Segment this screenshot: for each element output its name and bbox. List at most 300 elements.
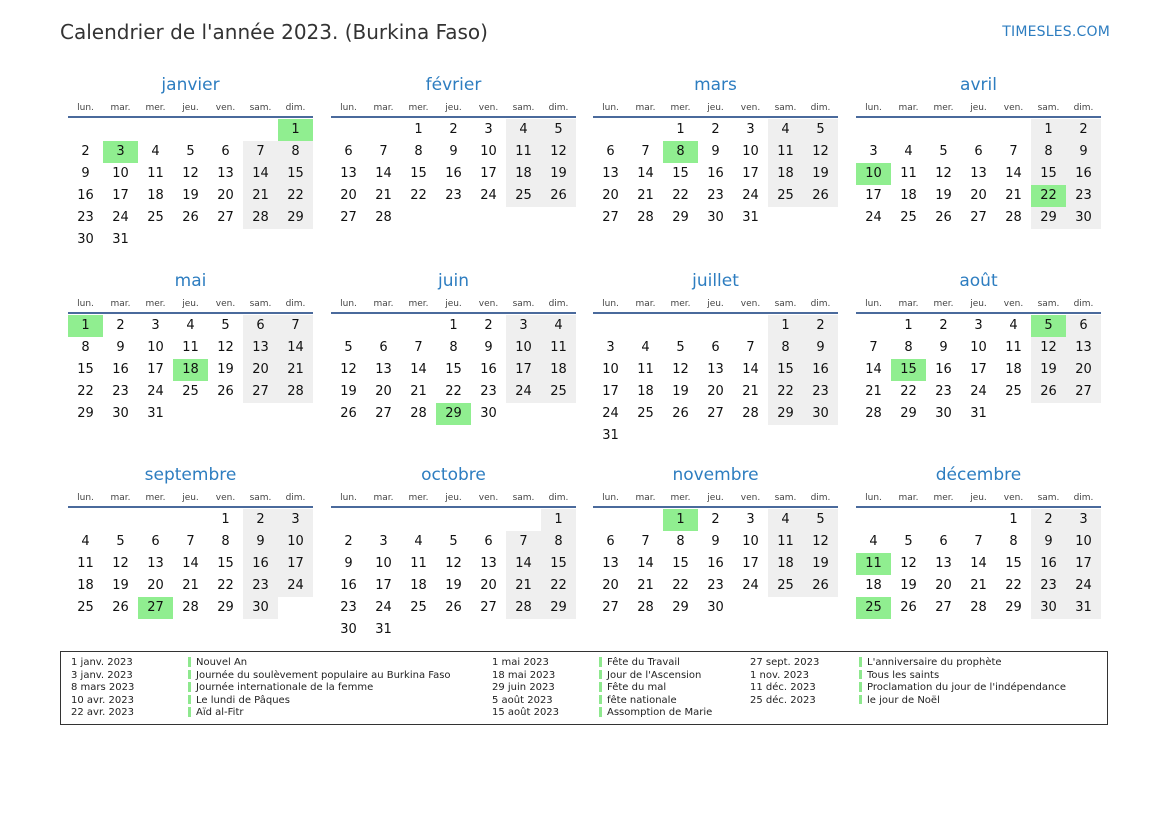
day-cell: 13: [602, 166, 619, 181]
empty-cell: [856, 119, 891, 141]
weekday-label: dim.: [548, 299, 569, 309]
day-cell: 18: [637, 384, 654, 399]
day-cell: 23: [445, 188, 462, 203]
day-cell: 5: [1031, 315, 1066, 337]
day-cell: 17: [375, 578, 392, 593]
day-cell: 29: [672, 600, 689, 615]
weekday-label: dim.: [285, 299, 306, 309]
day-cell: 15: [217, 556, 234, 571]
day-cell: 10: [602, 362, 619, 377]
day-cell: 18: [768, 553, 803, 575]
empty-cell: [208, 119, 243, 141]
day-cell: 21: [742, 384, 759, 399]
legend-marker-segment: [188, 707, 191, 717]
day-cell: 21: [243, 185, 278, 207]
day-cell: 19: [217, 362, 234, 377]
weekday-label: lun.: [602, 299, 619, 309]
empty-cell: [68, 119, 103, 141]
day-cell: 6: [344, 144, 353, 159]
day-cell: 13: [602, 556, 619, 571]
day-cell: 7: [379, 144, 388, 159]
day-cell: 9: [449, 144, 458, 159]
weekday-label: dim.: [810, 493, 831, 503]
weekday-label: ven.: [215, 493, 236, 503]
empty-cell: [173, 229, 208, 251]
day-cell: 5: [803, 119, 838, 141]
day-cell: 19: [445, 578, 462, 593]
empty-cell: [208, 229, 243, 251]
day-cell: 25: [410, 600, 427, 615]
day-cell: 26: [935, 210, 952, 225]
day-cell: 1: [414, 122, 423, 137]
empty-cell: [856, 509, 891, 531]
day-cell: 8: [414, 144, 423, 159]
day-cell: 27: [340, 210, 357, 225]
legend-holiday-name: Tous les saints: [867, 669, 940, 681]
day-cell: 12: [217, 340, 234, 355]
empty-cell: [1066, 403, 1101, 425]
day-cell: 29: [278, 207, 313, 229]
empty-cell: [243, 403, 278, 425]
weekday-label: mer.: [408, 103, 429, 113]
day-cell: 1: [904, 318, 913, 333]
empty-cell: [366, 119, 401, 141]
day-cell: 15: [541, 553, 576, 575]
day-cell: 7: [641, 534, 650, 549]
day-cell: 11: [77, 556, 94, 571]
day-cell: 9: [1031, 531, 1066, 553]
day-cell: 23: [707, 188, 724, 203]
weekday-label: mar.: [635, 299, 656, 309]
day-cell: 16: [340, 578, 357, 593]
day-cell: 26: [112, 600, 129, 615]
day-cell: 10: [375, 556, 392, 571]
weekday-label: sam.: [774, 299, 797, 309]
day-cell: 1: [768, 315, 803, 337]
day-cell: 30: [112, 406, 129, 421]
day-cell: 18: [865, 578, 882, 593]
legend-date: 18 mai 2023: [492, 669, 556, 681]
legend-marker-segment: [599, 682, 602, 692]
weekday-header: [856, 100, 1101, 118]
day-cell: 24: [112, 210, 129, 225]
day-cell: 26: [900, 600, 917, 615]
weekday-label: lun.: [340, 103, 357, 113]
day-cell: 15: [1005, 556, 1022, 571]
day-cell: 27: [1066, 381, 1101, 403]
empty-cell: [593, 509, 628, 531]
day-cell: 23: [1031, 575, 1066, 597]
empty-cell: [278, 403, 313, 425]
day-cell: 13: [243, 337, 278, 359]
day-cell: 5: [904, 534, 913, 549]
empty-cell: [733, 597, 768, 619]
weekday-label: dim.: [285, 103, 306, 113]
day-cell: 22: [1005, 578, 1022, 593]
weekday-label: ven.: [740, 299, 761, 309]
day-cell: 8: [1009, 534, 1018, 549]
day-cell: 31: [970, 406, 987, 421]
day-cell: 8: [278, 141, 313, 163]
day-cell: 6: [243, 315, 278, 337]
legend-holiday-name: Journée du soulèvement populaire au Burkina Faso: [196, 669, 451, 681]
day-cell: 28: [637, 210, 654, 225]
day-cell: 16: [707, 556, 724, 571]
empty-cell: [366, 315, 401, 337]
weekday-label: jeu.: [970, 299, 987, 309]
day-cell: 27: [480, 600, 497, 615]
day-cell: 27: [707, 406, 724, 421]
day-cell: 6: [974, 144, 983, 159]
weekday-label: mar.: [373, 493, 394, 503]
weekday-label: jeu.: [970, 493, 987, 503]
empty-cell: [541, 207, 576, 229]
empty-cell: [208, 403, 243, 425]
day-cell: 26: [803, 185, 838, 207]
weekday-label: sam.: [1037, 299, 1060, 309]
day-cell: 4: [904, 144, 913, 159]
weekday-label: mar.: [110, 103, 131, 113]
weekday-label: mer.: [145, 299, 166, 309]
empty-cell: [436, 207, 471, 229]
day-cell: 11: [506, 141, 541, 163]
weekday-header: [68, 100, 313, 118]
empty-cell: [436, 509, 471, 531]
month-name: janvier: [161, 75, 220, 95]
day-cell: 21: [1005, 188, 1022, 203]
legend-date: 1 janv. 2023: [71, 657, 133, 668]
day-cell: 28: [742, 406, 759, 421]
day-cell: 27: [602, 600, 619, 615]
day-cell: 7: [1009, 144, 1018, 159]
empty-cell: [768, 207, 803, 229]
day-cell: 27: [138, 597, 173, 619]
day-cell: 2: [803, 315, 838, 337]
day-cell: 29: [436, 403, 471, 425]
legend-date: 3 janv. 2023: [71, 669, 133, 681]
day-cell: 26: [217, 384, 234, 399]
day-cell: 1: [1009, 512, 1018, 527]
day-cell: 25: [541, 381, 576, 403]
day-cell: 7: [278, 315, 313, 337]
day-grid: [856, 509, 1101, 619]
day-cell: 8: [904, 340, 913, 355]
day-cell: 24: [506, 381, 541, 403]
weekday-label: lun.: [340, 299, 357, 309]
day-cell: 3: [746, 512, 755, 527]
day-cell: 2: [243, 509, 278, 531]
day-cell: 22: [768, 381, 803, 403]
month-block: [68, 465, 313, 619]
empty-cell: [961, 509, 996, 531]
day-grid: [331, 119, 576, 229]
day-cell: 19: [112, 578, 129, 593]
day-cell: 8: [676, 534, 685, 549]
empty-cell: [506, 619, 541, 641]
weekday-label: sam.: [774, 103, 797, 113]
day-cell: 28: [1005, 210, 1022, 225]
day-cell: 22: [445, 384, 462, 399]
weekday-label: dim.: [810, 299, 831, 309]
weekday-header: [331, 490, 576, 508]
day-cell: 4: [1009, 318, 1018, 333]
empty-cell: [278, 229, 313, 251]
day-cell: 9: [116, 340, 125, 355]
weekday-label: jeu.: [445, 103, 462, 113]
weekday-label: mar.: [635, 103, 656, 113]
day-cell: 28: [243, 207, 278, 229]
legend-date: 27 sept. 2023: [750, 657, 820, 668]
day-cell: 23: [803, 381, 838, 403]
day-cell: 12: [803, 141, 838, 163]
weekday-label: mar.: [373, 299, 394, 309]
day-cell: 23: [112, 384, 129, 399]
month-block: [856, 465, 1101, 619]
legend-date: 8 mars 2023: [71, 682, 135, 694]
day-cell: 1: [68, 315, 103, 337]
day-cell: 16: [707, 166, 724, 181]
weekday-label: lun.: [865, 299, 882, 309]
empty-cell: [173, 403, 208, 425]
weekday-label: jeu.: [182, 103, 199, 113]
day-cell: 25: [768, 575, 803, 597]
empty-cell: [243, 229, 278, 251]
day-cell: 11: [1005, 340, 1022, 355]
month-block: [856, 271, 1101, 425]
day-cell: 2: [484, 318, 493, 333]
day-cell: 5: [803, 509, 838, 531]
empty-cell: [663, 425, 698, 447]
day-cell: 19: [541, 163, 576, 185]
weekday-label: sam.: [512, 299, 535, 309]
day-cell: 29: [77, 406, 94, 421]
day-cell: 20: [340, 188, 357, 203]
day-cell: 29: [672, 210, 689, 225]
weekday-label: mer.: [670, 103, 691, 113]
day-cell: 12: [112, 556, 129, 571]
weekday-label: mer.: [670, 299, 691, 309]
day-cell: 22: [217, 578, 234, 593]
day-cell: 28: [506, 597, 541, 619]
day-cell: 10: [278, 531, 313, 553]
day-cell: 30: [480, 406, 497, 421]
day-cell: 19: [803, 553, 838, 575]
empty-cell: [891, 119, 926, 141]
weekday-label: sam.: [1037, 493, 1060, 503]
day-cell: 10: [970, 340, 987, 355]
day-cell: 23: [480, 384, 497, 399]
legend-marker-segment: [188, 695, 191, 705]
day-cell: 19: [340, 384, 357, 399]
day-cell: 28: [637, 600, 654, 615]
day-cell: 19: [672, 384, 689, 399]
day-cell: 25: [768, 185, 803, 207]
empty-cell: [103, 509, 138, 531]
weekday-label: sam.: [249, 299, 272, 309]
day-cell: 3: [746, 122, 755, 137]
day-cell: 18: [541, 359, 576, 381]
weekday-label: jeu.: [182, 493, 199, 503]
empty-cell: [628, 509, 663, 531]
day-cell: 18: [1005, 362, 1022, 377]
weekday-label: jeu.: [182, 299, 199, 309]
day-cell: 9: [711, 144, 720, 159]
day-cell: 21: [410, 384, 427, 399]
empty-cell: [996, 403, 1031, 425]
day-grid: [331, 315, 576, 425]
day-cell: 30: [1066, 207, 1101, 229]
legend-holiday-name: Nouvel An: [196, 657, 248, 668]
day-cell: 13: [480, 556, 497, 571]
day-cell: 20: [970, 188, 987, 203]
empty-cell: [401, 619, 436, 641]
day-cell: 7: [746, 340, 755, 355]
day-cell: 12: [803, 531, 838, 553]
day-cell: 27: [970, 210, 987, 225]
day-cell: 22: [1031, 185, 1066, 207]
day-cell: 18: [147, 188, 164, 203]
day-cell: 13: [707, 362, 724, 377]
day-cell: 7: [186, 534, 195, 549]
day-cell: 9: [803, 337, 838, 359]
empty-cell: [803, 425, 838, 447]
day-cell: 12: [935, 166, 952, 181]
day-cell: 21: [970, 578, 987, 593]
day-cell: 6: [939, 534, 948, 549]
weekday-header: [68, 296, 313, 314]
weekday-label: mar.: [898, 493, 919, 503]
legend-holiday-name: Proclamation du jour de l'indépendance: [867, 682, 1066, 694]
weekday-label: ven.: [478, 493, 499, 503]
day-grid: [856, 315, 1101, 425]
legend-holiday-name: Aïd al-Fitr: [196, 707, 244, 719]
day-cell: 4: [768, 119, 803, 141]
day-cell: 19: [1031, 359, 1066, 381]
day-cell: 22: [410, 188, 427, 203]
day-cell: 30: [340, 622, 357, 637]
day-cell: 6: [711, 340, 720, 355]
day-cell: 10: [742, 534, 759, 549]
empty-cell: [471, 619, 506, 641]
weekday-header: [593, 100, 838, 118]
empty-cell: [471, 207, 506, 229]
page-title: Calendrier de l'année 2023. (Burkina Faso): [60, 20, 488, 44]
empty-cell: [996, 119, 1031, 141]
day-cell: 11: [856, 553, 891, 575]
day-cell: 2: [81, 144, 90, 159]
empty-cell: [138, 509, 173, 531]
empty-cell: [103, 119, 138, 141]
day-cell: 20: [707, 384, 724, 399]
day-cell: 14: [865, 362, 882, 377]
day-cell: 22: [900, 384, 917, 399]
empty-cell: [331, 119, 366, 141]
legend-holiday-name: Le lundi de Pâques: [196, 694, 290, 706]
day-cell: 31: [602, 428, 619, 443]
day-cell: 26: [182, 210, 199, 225]
legend-marker-segment: [188, 682, 191, 692]
day-cell: 30: [803, 403, 838, 425]
day-cell: 20: [1066, 359, 1101, 381]
day-cell: 20: [602, 188, 619, 203]
weekday-label: dim.: [548, 103, 569, 113]
month-name: novembre: [672, 465, 759, 485]
day-cell: 9: [1066, 141, 1101, 163]
day-cell: 31: [375, 622, 392, 637]
weekday-header: [331, 296, 576, 314]
day-cell: 25: [637, 406, 654, 421]
day-cell: 16: [480, 362, 497, 377]
empty-cell: [138, 229, 173, 251]
month-name: juillet: [692, 271, 739, 291]
day-grid: [68, 509, 313, 619]
day-cell: 29: [768, 403, 803, 425]
weekday-label: mer.: [670, 493, 691, 503]
day-cell: 3: [506, 315, 541, 337]
day-cell: 13: [1066, 337, 1101, 359]
empty-cell: [331, 509, 366, 531]
legend-dates: [71, 657, 134, 720]
weekday-label: lun.: [77, 103, 94, 113]
weekday-label: mar.: [110, 299, 131, 309]
month-block: [331, 271, 576, 425]
day-cell: 17: [742, 556, 759, 571]
day-cell: 5: [449, 534, 458, 549]
day-cell: 23: [1066, 185, 1101, 207]
month-block: [331, 465, 576, 641]
day-cell: 16: [243, 553, 278, 575]
weekday-label: dim.: [810, 103, 831, 113]
weekday-label: ven.: [740, 493, 761, 503]
weekday-label: jeu.: [707, 493, 724, 503]
day-cell: 12: [1031, 337, 1066, 359]
day-cell: 10: [742, 144, 759, 159]
day-cell: 11: [147, 166, 164, 181]
brand-link[interactable]: TIMESLES.COM: [1002, 24, 1110, 40]
empty-cell: [541, 403, 576, 425]
day-cell: 15: [891, 359, 926, 381]
day-grid: [68, 315, 313, 425]
empty-cell: [331, 315, 366, 337]
legend-date: 11 déc. 2023: [750, 682, 816, 694]
day-cell: 19: [803, 163, 838, 185]
day-cell: 14: [243, 163, 278, 185]
day-cell: 24: [278, 575, 313, 597]
day-cell: 31: [112, 232, 129, 247]
day-cell: 15: [1031, 163, 1066, 185]
weekday-label: ven.: [215, 299, 236, 309]
weekday-header: [856, 490, 1101, 508]
day-cell: 17: [112, 188, 129, 203]
weekday-label: mer.: [933, 299, 954, 309]
day-cell: 29: [1031, 207, 1066, 229]
month-name: avril: [960, 75, 997, 95]
weekday-label: ven.: [740, 103, 761, 113]
empty-cell: [138, 119, 173, 141]
legend-holiday-name: fête nationale: [607, 694, 677, 706]
month-block: [856, 75, 1101, 229]
day-cell: 27: [243, 381, 278, 403]
day-cell: 28: [278, 381, 313, 403]
legend-holiday-name: le jour de Noël: [867, 694, 940, 706]
weekday-label: mer.: [933, 493, 954, 503]
weekday-header: [68, 490, 313, 508]
day-cell: 31: [742, 210, 759, 225]
day-cell: 6: [221, 144, 230, 159]
day-cell: 8: [1031, 141, 1066, 163]
empty-cell: [278, 597, 313, 619]
holiday-legend: [60, 651, 1108, 725]
